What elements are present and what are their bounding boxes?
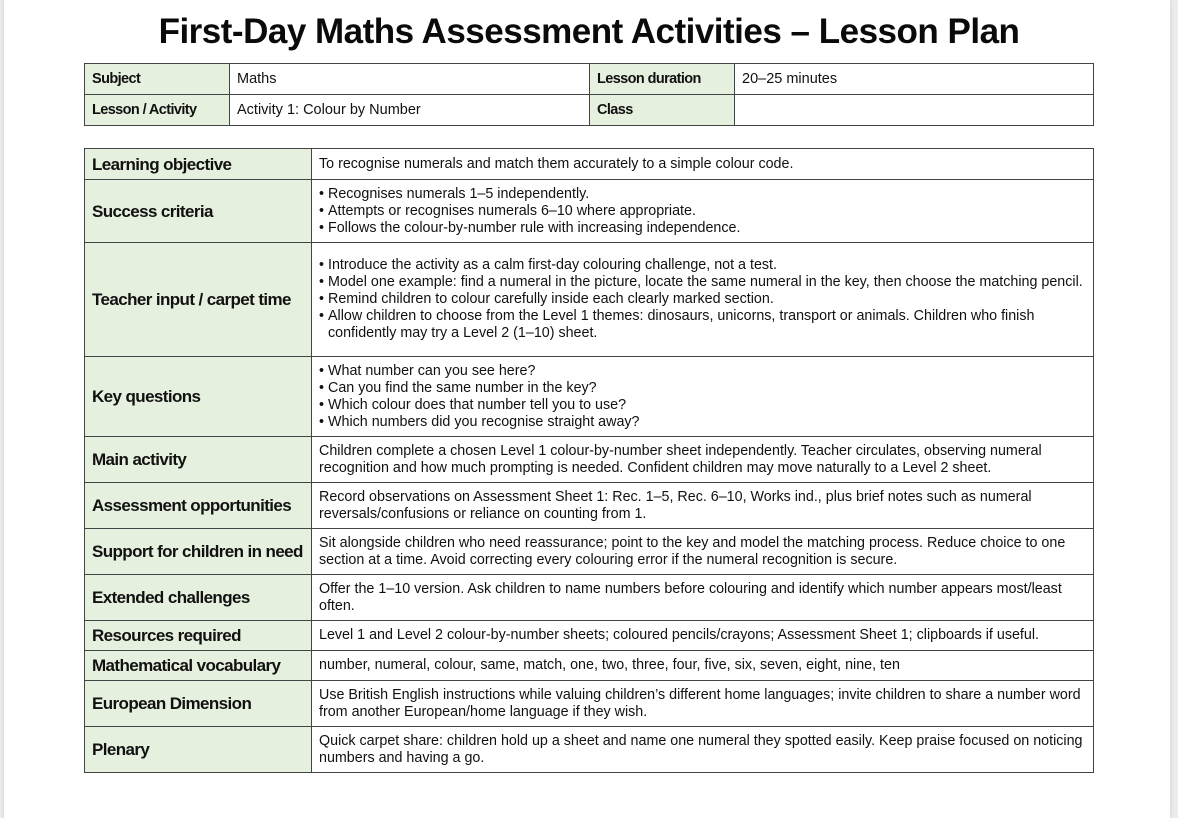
lesson-plan-table bbox=[84, 148, 1094, 773]
row-label: Support for children in need bbox=[85, 529, 312, 575]
list-item: • Introduce the activity as a calm first-day colouring challenge, not a test. bbox=[319, 257, 1086, 274]
row-european-dimension bbox=[85, 681, 1094, 727]
row-text: Children complete a chosen Level 1 colour-by-number sheet independently. Teacher circulates, observing numeral recognition and how much prompting is needed. Confident children may move naturally to a Level 2 sheet. bbox=[312, 437, 1094, 483]
list-item: • Allow children to choose from the Level 1 themes: dinosaurs, unicorns, transport or animals. Children who finish confidently may try a Level 2 (1–10) sheet. bbox=[319, 308, 1086, 342]
row-label: Resources required bbox=[85, 621, 312, 651]
row-label: Success criteria bbox=[85, 180, 312, 243]
row-key-questions bbox=[85, 357, 1094, 437]
duration-value: 20–25 minutes bbox=[735, 64, 1094, 95]
row-text: Level 1 and Level 2 colour-by-number sheets; coloured pencils/crayons; Assessment Sheet 1; clipboards if useful. bbox=[312, 621, 1094, 651]
list-item: • Which colour does that number tell you to use? bbox=[319, 397, 1086, 414]
lesson-label: Lesson / Activity bbox=[85, 95, 230, 126]
row-extended-challenges bbox=[85, 575, 1094, 621]
row-text: number, numeral, colour, same, match, one, two, three, four, five, six, seven, eight, nine, ten bbox=[312, 651, 1094, 681]
row-label: European Dimension bbox=[85, 681, 312, 727]
list-item: • Model one example: find a numeral in the picture, locate the same numeral in the key, then choose the matching pencil. bbox=[319, 274, 1086, 291]
lesson-value: Activity 1: Colour by Number bbox=[230, 95, 590, 126]
row-label: Extended challenges bbox=[85, 575, 312, 621]
list-item: • Remind children to colour carefully inside each clearly marked section. bbox=[319, 291, 1086, 308]
row-learning-objective bbox=[85, 149, 1094, 180]
row-text: Offer the 1–10 version. Ask children to name numbers before colouring and identify which number appears most/least often. bbox=[312, 575, 1094, 621]
list-item: • Which numbers did you recognise straight away? bbox=[319, 414, 1086, 431]
row-label: Learning objective bbox=[85, 149, 312, 180]
row-text: Use British English instructions while valuing children’s different home languages; invite children to share a number word from another European/home language if they wish. bbox=[312, 681, 1094, 727]
header-table bbox=[84, 63, 1094, 126]
row-support bbox=[85, 529, 1094, 575]
row-label: Plenary bbox=[85, 727, 312, 773]
row-label: Assessment opportunities bbox=[85, 483, 312, 529]
page-title: First-Day Maths Assessment Activities – Lesson Plan bbox=[158, 12, 1020, 51]
class-label: Class bbox=[590, 95, 735, 126]
header-row-lesson bbox=[85, 95, 1094, 126]
list-item: • Recognises numerals 1–5 independently. bbox=[319, 186, 1086, 203]
row-success-criteria bbox=[85, 180, 1094, 243]
row-vocabulary bbox=[85, 651, 1094, 681]
row-plenary bbox=[85, 727, 1094, 773]
list-item: • What number can you see here? bbox=[319, 363, 1086, 380]
row-text: Record observations on Assessment Sheet 1: Rec. 1–5, Rec. 6–10, Works ind., plus brief notes such as numeral reversals/confusions or reliance on counting from 1. bbox=[312, 483, 1094, 529]
row-label: Mathematical vocabulary bbox=[85, 651, 312, 681]
row-main-activity bbox=[85, 437, 1094, 483]
row-teacher-input bbox=[85, 243, 1094, 357]
header-row-subject bbox=[85, 64, 1094, 95]
row-list bbox=[312, 180, 1094, 243]
row-assessment-opportunities bbox=[85, 483, 1094, 529]
list-item: • Can you find the same number in the key? bbox=[319, 380, 1086, 397]
row-list bbox=[312, 243, 1094, 357]
duration-label: Lesson duration bbox=[590, 64, 735, 95]
row-text: Sit alongside children who need reassurance; point to the key and model the matching process. Reduce choice to one section at a time. Avoid correcting every colouring error if the numeral recognition is secure. bbox=[312, 529, 1094, 575]
row-resources bbox=[85, 621, 1094, 651]
subject-label: Subject bbox=[85, 64, 230, 95]
row-label: Main activity bbox=[85, 437, 312, 483]
row-list bbox=[312, 357, 1094, 437]
class-value bbox=[735, 95, 1094, 126]
list-item: • Attempts or recognises numerals 6–10 where appropriate. bbox=[319, 203, 1086, 220]
subject-value: Maths bbox=[230, 64, 590, 95]
row-text: Quick carpet share: children hold up a sheet and name one numeral they spotted easily. Keep praise focused on noticing numbers and having a go. bbox=[312, 727, 1094, 773]
row-text: To recognise numerals and match them accurately to a simple colour code. bbox=[312, 149, 1094, 180]
list-item: • Follows the colour-by-number rule with increasing independence. bbox=[319, 220, 1086, 237]
row-label: Teacher input / carpet time bbox=[85, 243, 312, 357]
row-label: Key questions bbox=[85, 357, 312, 437]
